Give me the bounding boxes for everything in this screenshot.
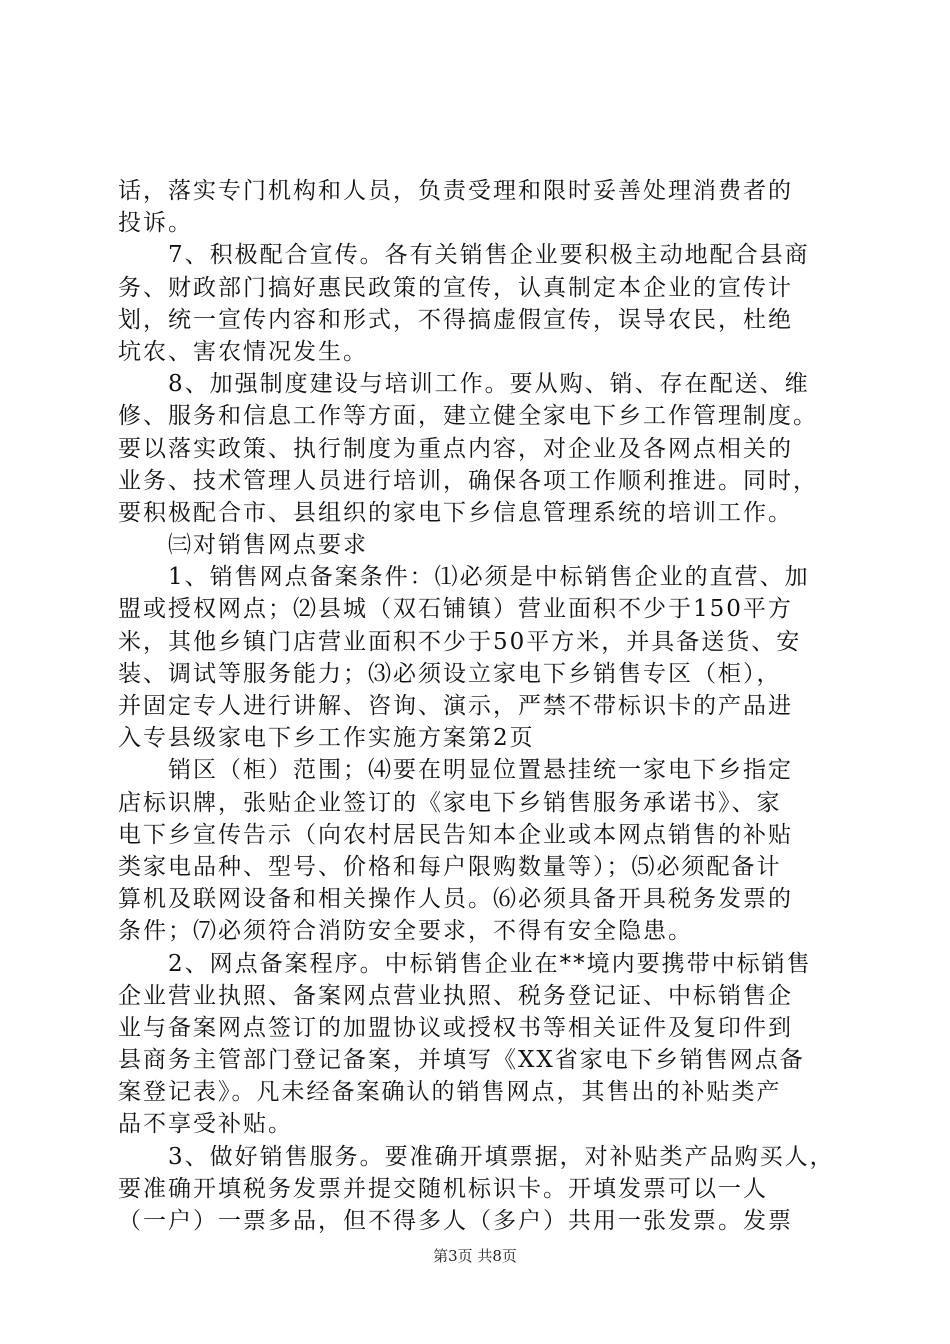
text-line: 案登记表》。凡未经备案确认的销售网点，其售出的补贴类产	[118, 1079, 782, 1106]
text-line: 8、加强制度建设与培训工作。要从购、销、存在配送、维	[118, 371, 810, 398]
text-line: 务、财政部门搞好惠民政策的宣传，认真制定本企业的宣传计	[118, 274, 793, 301]
text-line: 盟或授权网点；⑵县城（双石铺镇）营业面积不少于150平方	[118, 596, 793, 623]
text-line: 并固定专人进行讲解、咨询、演示，严禁不带标识卡的产品进	[118, 693, 793, 719]
text-line: 县商务主管部门登记备案，并填写《XX省家电下乡销售网点备	[118, 1047, 805, 1074]
text-line: 类家电品种、型号、价格和每户限购数量等）；⑸必须配备计	[118, 853, 782, 880]
text-line: 要准确开填税务发票并提交随机标识卡。开填发票可以一人	[118, 1175, 768, 1202]
text-line: 3、做好销售服务。要准确开填票据，对补贴类产品购买人，	[118, 1143, 835, 1170]
text-line: （一户）一票多品，但不得多人（多户）共用一张发票。发票	[118, 1208, 793, 1234]
text-line: 业与备案网点签订的加盟协议或授权书等相关证件及复印件到	[118, 1014, 793, 1041]
text-line: 坑农、害农情况发生。	[118, 338, 368, 365]
text-line: 划，统一宣传内容和形式，不得搞虚假宣传，误导农民，杜绝	[118, 306, 793, 333]
page-number-label: 第3页 共8页	[433, 1247, 517, 1265]
text-line: ㈢对销售网点要求	[118, 532, 368, 559]
document-body	[118, 175, 834, 1237]
text-line: 销区（柜）范围；⑷要在明显位置悬挂统一家电下乡指定	[118, 757, 793, 784]
text-line: 电下乡宣传告示（向农村居民告知本企业或本网点销售的补贴	[118, 821, 793, 848]
text-line: 品不享受补贴。	[118, 1111, 293, 1138]
page-footer	[0, 1245, 950, 1266]
text-line: 话，落实专门机构和人员，负责受理和限时妥善处理消费者的	[118, 178, 793, 204]
text-line: 2、网点备案程序。中标销售企业在**境内要携带中标销售	[118, 950, 812, 977]
text-line: 企业营业执照、备案网点营业执照、税务登记证、中标销售企	[118, 982, 793, 1009]
text-line: 装、调试等服务能力；⑶必须设立家电下乡销售专区（柜），	[118, 660, 782, 687]
text-line: 米，其他乡镇门店营业面积不少于50平方米，并具备送货、安	[118, 628, 802, 655]
text-line: 店标识牌，张贴企业签订的《家电下乡销售服务承诺书》、家	[118, 789, 782, 816]
text-line: 1、销售网点备案条件：⑴必须是中标销售企业的直营、加	[118, 564, 810, 591]
text-line: 条件；⑺必须符合消防安全要求，不得有安全隐患。	[118, 918, 693, 945]
text-line: 算机及联网设备和相关操作人员。⑹必须具备开具税务发票的	[118, 886, 793, 913]
text-line: 要积极配合市、县组织的家电下乡信息管理系统的培训工作。	[118, 499, 793, 526]
text-line: 入专县级家电下乡工作实施方案第2页	[118, 725, 535, 752]
text-line: 业务、技术管理人员进行培训，确保各项工作顺利推进。同时，	[118, 467, 818, 494]
text-line: 投诉。	[118, 210, 193, 237]
text-line: 修、服务和信息工作等方面，建立健全家电下乡工作管理制度。	[118, 403, 818, 430]
text-line: 7、积极配合宣传。各有关销售企业要积极主动地配合县商	[118, 242, 810, 269]
text-line: 要以落实政策、执行制度为重点内容，对企业及各网点相关的	[118, 435, 793, 462]
